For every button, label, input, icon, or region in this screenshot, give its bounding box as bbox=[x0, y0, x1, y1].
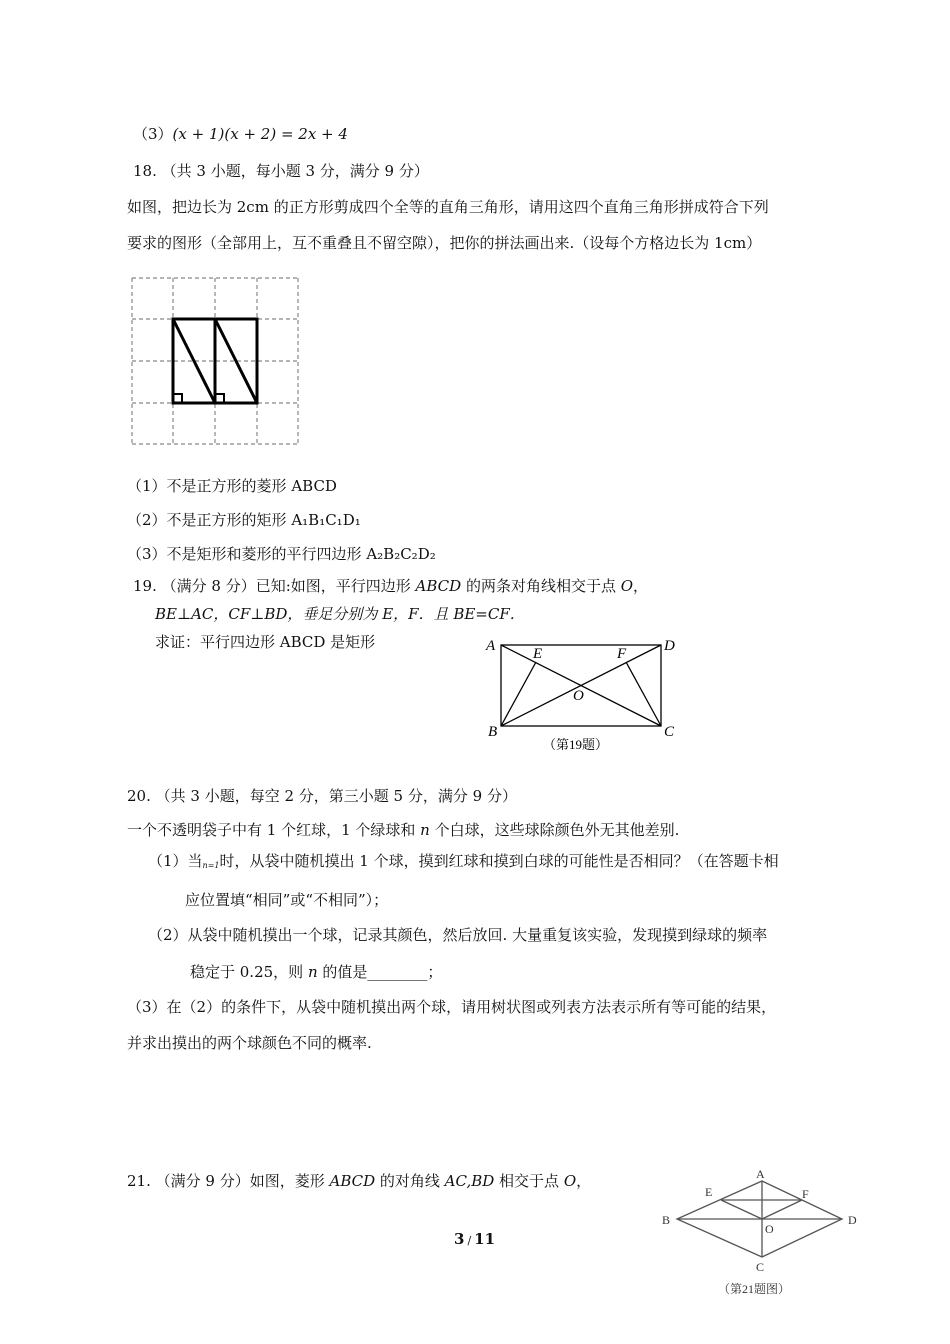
q21-label-c: C bbox=[756, 1260, 765, 1274]
q20-intro bbox=[127, 820, 679, 840]
q20-part2-line2 bbox=[190, 962, 442, 982]
q21-caption: （第21题图） bbox=[718, 1282, 791, 1296]
q19-caption: （第19题） bbox=[543, 737, 609, 752]
q19-label-f: F bbox=[617, 646, 627, 662]
q20-part2-suffix: 的值是________； bbox=[317, 963, 443, 981]
q20-part2-n: n bbox=[307, 963, 318, 981]
q21-label-f: F bbox=[802, 1187, 809, 1201]
q20-part1-line2: 应位置填“相同”或“不相同”）； bbox=[185, 891, 389, 909]
q21-text-end: ， bbox=[576, 1172, 592, 1190]
q19-label-c: C bbox=[664, 724, 675, 740]
q19-line1-suffix: 的两条对角线相交于点 bbox=[461, 577, 621, 595]
q19-line1-end: ， bbox=[633, 577, 649, 595]
q20-intro-prefix: 一个不透明袋子中有 1 个红球，1 个绿球和 bbox=[127, 821, 421, 839]
q17-part3-prefix: （3） bbox=[133, 125, 173, 143]
page-separator: / bbox=[467, 1234, 472, 1247]
q18-item2 bbox=[127, 510, 361, 530]
q20-header: 20. （共 3 小题，每空 2 分，第三小题 5 分，满分 9 分） bbox=[127, 787, 517, 805]
q19-abcd: ABCD bbox=[415, 577, 462, 595]
q17-part3 bbox=[133, 124, 348, 144]
q18-item1: （1）不是正方形的菱形 ABCD bbox=[127, 477, 337, 495]
q19-label-b: B bbox=[488, 724, 498, 740]
page-number bbox=[454, 1229, 495, 1251]
q20-part1-text: 时，从袋中随机摸出 1 个球，摸到红球和摸到白球的可能性是否相同？（在答题卡相 bbox=[219, 852, 779, 870]
q20-part1-condition: n=1 bbox=[202, 861, 220, 870]
q20-part3-line2: 并求出摸出的两个球颜色不同的概率. bbox=[127, 1034, 372, 1052]
page-total: 11 bbox=[474, 1230, 496, 1248]
q18-header: 18. （共 3 小题，每小题 3 分，满分 9 分） bbox=[133, 162, 429, 180]
q21-figure bbox=[655, 1164, 865, 1299]
q18-text-line2: 要求的图形（全部用上，互不重叠且不留空隙），把你的拼法画出来.（设每个方格边长为 1cm） bbox=[127, 234, 762, 252]
q20-part2-line1: （2）从袋中随机摸出一个球，记录其颜色，然后放回. 大量重复该实验，发现摸到绿球的频率 bbox=[148, 926, 768, 944]
q20-n: n bbox=[420, 821, 430, 839]
q21-abcd: ABCD bbox=[329, 1172, 376, 1190]
q19-o: O bbox=[620, 577, 634, 595]
q21-text-mid: 的对角线 bbox=[375, 1172, 445, 1190]
q18-item2-shape: A₁B₁C₁D₁ bbox=[291, 511, 361, 529]
page-current: 3 bbox=[454, 1230, 465, 1248]
q21-diagonals: AC,BD bbox=[444, 1172, 495, 1190]
q17-equation: (x + 1)(x + 2) = 2x + 4 bbox=[172, 125, 348, 143]
q20-part2-prefix: 稳定于 0.25，则 bbox=[190, 963, 308, 981]
q19-label-e: E bbox=[533, 646, 543, 662]
q21-label-b: B bbox=[662, 1213, 671, 1227]
q21-label-d: D bbox=[848, 1213, 857, 1227]
q20-part3-line1: （3）在（2）的条件下，从袋中随机摸出两个球，请用树状图或列表方法表示所有等可能的结果， bbox=[127, 998, 777, 1016]
q19-figure bbox=[480, 630, 690, 755]
q20-part1-line1 bbox=[148, 851, 779, 876]
q19-label-d: D bbox=[664, 638, 675, 654]
q21-label-a: A bbox=[756, 1167, 765, 1181]
q19-line1 bbox=[133, 576, 648, 596]
q19-label-a: A bbox=[486, 638, 496, 654]
q18-item2-prefix: （2）不是正方形的矩形 bbox=[127, 511, 292, 529]
q18-text-line1: 如图，把边长为 2cm 的正方形剪成四个全等的直角三角形，请用这四个直角三角形拼成符合下列 bbox=[127, 198, 769, 216]
q18-item3-shape: A₂B₂C₂D₂ bbox=[366, 545, 436, 563]
q21-label-o: O bbox=[765, 1222, 774, 1236]
q19-line3: 求证：平行四边形 ABCD 是矩形 bbox=[155, 633, 376, 651]
q18-item3 bbox=[127, 544, 436, 564]
q21-text bbox=[127, 1171, 591, 1191]
q21-text-prefix: 21. （满分 9 分）如图，菱形 bbox=[127, 1172, 330, 1190]
q21-o: O bbox=[563, 1172, 577, 1190]
q19-line1-prefix: 19. （满分 8 分）已知:如图，平行四边形 bbox=[133, 577, 416, 595]
q19-figure-lines bbox=[501, 645, 661, 726]
q19-label-o: O bbox=[573, 688, 584, 704]
q21-figure-lines bbox=[677, 1181, 842, 1257]
q20-part1-prefix: （1）当 bbox=[148, 852, 203, 870]
q19-line2: BE⊥AC，CF⊥BD，垂足分别为 E，F．且 BE=CF． bbox=[155, 605, 525, 623]
q20-intro-suffix: 个白球，这些球除颜色外无其他差别. bbox=[429, 821, 680, 839]
q21-text-mid2: 相交于点 bbox=[494, 1172, 564, 1190]
q18-grid-figure bbox=[126, 272, 306, 452]
q18-item3-prefix: （3）不是矩形和菱形的平行四边形 bbox=[127, 545, 367, 563]
q21-label-e: E bbox=[705, 1185, 713, 1199]
